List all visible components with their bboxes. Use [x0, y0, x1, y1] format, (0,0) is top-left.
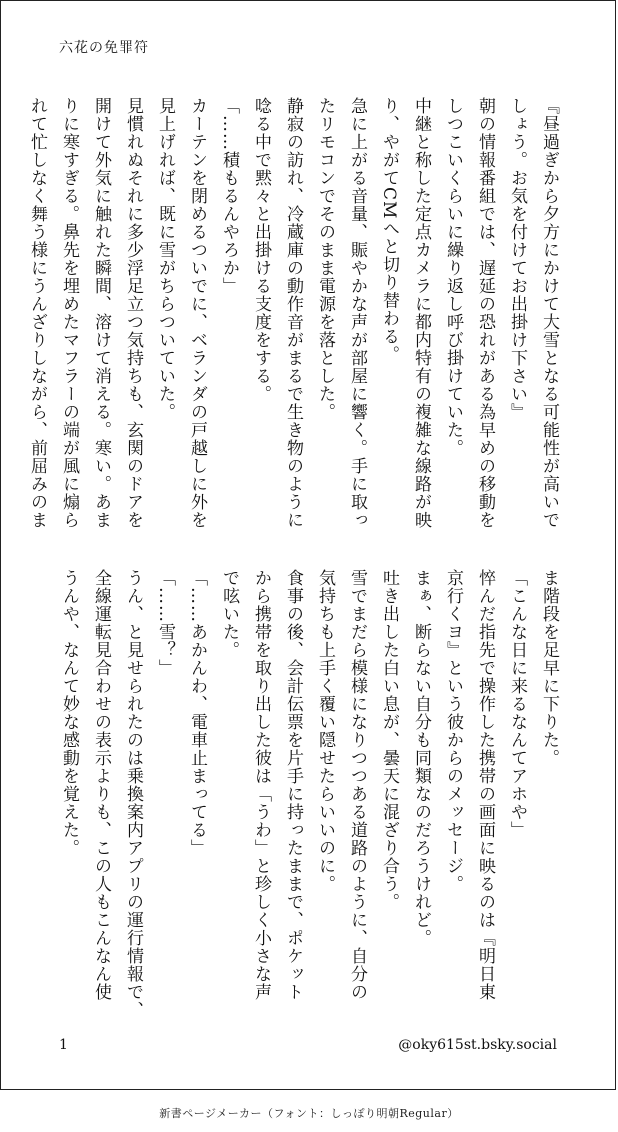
text-line: うん、と見せられたのは乗換案内アプリの運行情報で、: [123, 569, 143, 1019]
text-line: 悴んだ指先で操作した携帯の画面に映るのは『明日東: [475, 569, 495, 1001]
lower-text-block: [53, 569, 565, 1019]
text-line: しょう。お気を付けてお出掛け下さい』: [507, 97, 527, 421]
text-line: 見慣れぬそれに多少浮足立つ気持ちも、玄関のドアを: [123, 97, 143, 529]
text-line: れて忙しなく舞う様にうんざりしながら、前屈みのま: [27, 97, 47, 529]
text-line: 全線運転見合わせの表示よりも、この人もこんなん使: [91, 569, 111, 1001]
text-line: まぁ、断らない自分も同類なのだろうけれど。: [411, 569, 431, 947]
generator-caption: 新書ページメーカー（フォント：しっぽり明朝Regular）: [159, 1107, 459, 1120]
text-line: りに寒すぎる。鼻先を埋めたマフラーの端が風に煽ら: [59, 97, 79, 529]
author-handle: @oky615st.bsky.social: [398, 1037, 557, 1053]
text-line: 「こんな日に来るなんてアホや」: [507, 569, 527, 839]
text-line: で呟いた。: [219, 569, 239, 659]
text-line: 開けて外気に触れた瞬間、溶けて消える。寒い。あま: [91, 97, 111, 529]
text-line: り、やがてCMへと切り替わる。: [379, 97, 399, 364]
text-line: 吐き出した白い息が、曇天に混ざり合う。: [379, 569, 399, 911]
text-line: 京行くヨ』という彼からのメッセージ。: [443, 569, 463, 893]
text-line: 中継と称した定点カメラに都内特有の複雑な線路が映: [411, 97, 431, 529]
text-line: 静寂の訪れ、冷蔵庫の動作音がまるで生き物のように: [283, 97, 303, 529]
text-line: たリモコンでそのまま電源を落とした。: [315, 97, 335, 421]
text-line: 「……あかんわ、電車止まってる」: [187, 569, 207, 857]
text-line: 「……積もるんやろか」: [219, 97, 239, 295]
text-line: 食事の後、会計伝票を片手に持ったままで、ポケット: [283, 569, 303, 1001]
text-line: 『昼過ぎから夕方にかけて大雪となる可能性が高いで: [539, 97, 559, 529]
text-line: ま階段を足早に下りた。: [539, 569, 559, 767]
text-line: 「……雪？」: [155, 569, 175, 677]
text-line: 唸る中で黙々と出掛ける支度をする。: [251, 97, 271, 403]
text-line: 見上げれば、既に雪がちらついていた。: [155, 97, 175, 421]
page-number: 1: [59, 1037, 68, 1053]
upper-text-block: [21, 97, 565, 547]
text-line: カーテンを閉めるついでに、ベランダの戸越しに外を: [187, 97, 207, 529]
running-title: 六花の免罪符: [59, 40, 149, 56]
text-line: 気持ちも上手く覆い隠せたらいいのに。: [315, 569, 335, 893]
text-line: 雪でまだら模様になりつつある道路のように、自分の: [347, 569, 367, 1001]
text-line: 急に上がる音量、賑やかな声が部屋に響く。手に取っ: [347, 97, 367, 529]
text-line: うんや、なんて妙な感動を覚えた。: [59, 569, 79, 857]
text-line: 朝の情報番組では、遅延の恐れがある為早めの移動を: [475, 97, 495, 529]
text-line: しつこいくらいに繰り返し呼び掛けていた。: [443, 97, 463, 457]
text-line: から携帯を取り出した彼は「うわ」と珍しく小さな声: [251, 569, 271, 1001]
